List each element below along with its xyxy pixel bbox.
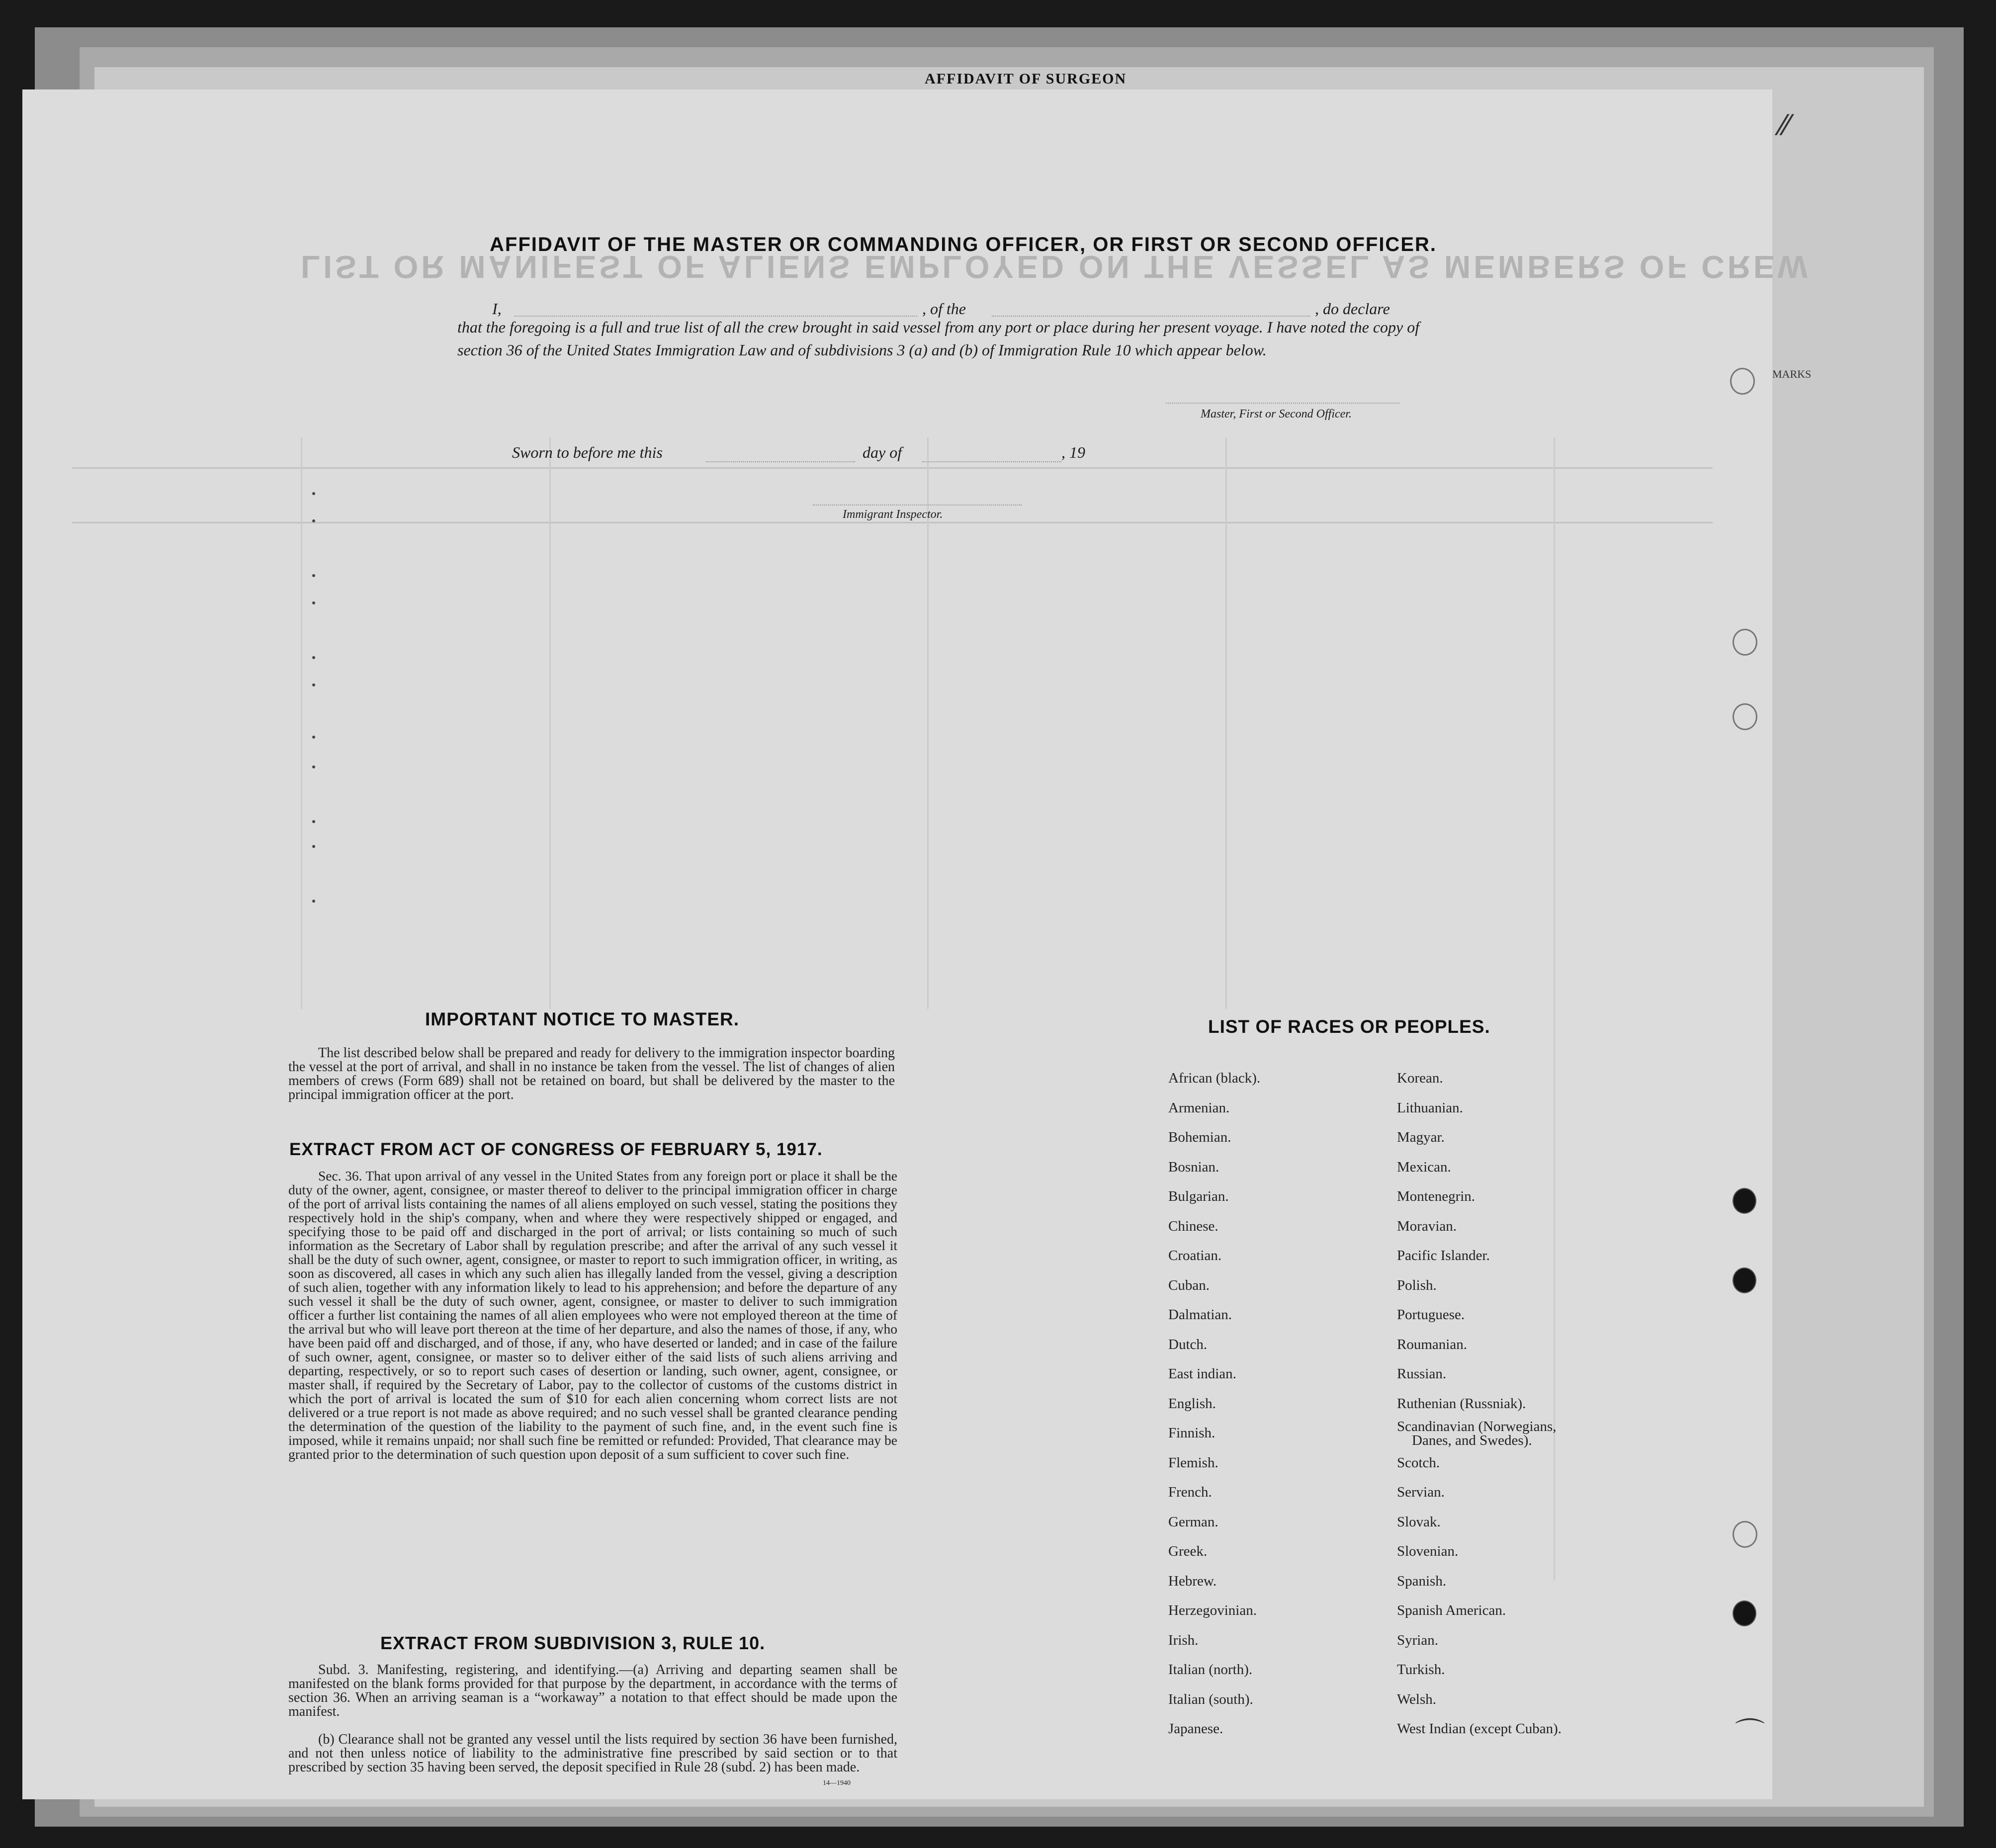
- notice-text: The list described below shall be prepared and ready for delivery to the immigration inspector boarding the vessel at the port of arrival, and shall in no instance be taken from the vessel. The list of changes of alien members of crews (Form 689) shall not be retained on board, but shall be delivered by the master to the principal immigration officer at the port.: [288, 1045, 895, 1102]
- races-heading: LIST OF RACES OR PEOPLES.: [1208, 1016, 1490, 1037]
- race-item: Croatian.: [1168, 1248, 1222, 1263]
- race-item: Italian (south).: [1168, 1691, 1253, 1707]
- race-item: Japanese.: [1168, 1721, 1223, 1737]
- officer-signature-field[interactable]: [1166, 403, 1399, 404]
- pencil-mark-icon: ⁄⁄: [1780, 109, 1789, 142]
- race-item: Ruthenian (Russniak).: [1397, 1395, 1526, 1412]
- race-item: Armenian.: [1168, 1099, 1230, 1116]
- race-item: Scotch.: [1397, 1454, 1440, 1471]
- race-item: Dutch.: [1168, 1336, 1208, 1352]
- margin-dot: [312, 900, 315, 903]
- race-item: Roumanian.: [1397, 1336, 1467, 1352]
- act-extract-heading: EXTRACT FROM ACT OF CONGRESS OF FEBRUARY 5, 1917.: [289, 1140, 823, 1159]
- ghost-column-rule: [549, 437, 551, 1009]
- margin-dot: [312, 656, 315, 659]
- do-declare-label: , do declare: [1315, 300, 1390, 318]
- margin-dot: [312, 601, 315, 604]
- binder-hole: [1730, 368, 1755, 395]
- rule-extract-subd-a: Subd. 3. Manifesting, registering, and identifying.—(a) Arriving and departing seamen shall be manifested on the blank forms provided for that purpose by the department, in accordance with the terms of section 36. When an arriving seaman is a “workaway” a notation to that effect should be made upon the manifest.: [288, 1662, 897, 1719]
- binder-hole: [1733, 703, 1757, 730]
- race-item: Spanish American.: [1397, 1602, 1506, 1618]
- race-item: Korean.: [1397, 1070, 1443, 1086]
- race-item: Irish.: [1168, 1632, 1199, 1648]
- race-item: West Indian (except Cuban).: [1397, 1721, 1562, 1737]
- race-item: Bulgarian.: [1168, 1188, 1229, 1204]
- ghost-column-rule: [1225, 437, 1227, 1009]
- year-label: , 19: [1061, 443, 1085, 461]
- race-item: Bosnian.: [1168, 1159, 1219, 1175]
- races-list: [1168, 1064, 1616, 1737]
- race-item: Italian (north).: [1168, 1662, 1253, 1678]
- race-item: East indian.: [1168, 1366, 1236, 1382]
- race-item: Montenegrin.: [1397, 1188, 1475, 1204]
- affidavit-page: [22, 89, 1812, 1799]
- margin-dot: [312, 492, 315, 495]
- notice-heading: IMPORTANT NOTICE TO MASTER.: [425, 1009, 740, 1029]
- rule-extract-subd-b: (b) Clearance shall not be granted any vessel until the lists required by section 36 have been furnished, and not then unless notice of liability to the administrative fine prescribed by said section or to that prescribed by section 35 having been served, the deposit specified in Rule 28 (subd. 2) has been made.: [288, 1732, 897, 1775]
- declarant-label: I,: [492, 300, 502, 318]
- sworn-month-field[interactable]: [922, 461, 1061, 462]
- signature-caption: Master, First or Second Officer.: [1201, 408, 1352, 420]
- sworn-label: Sworn to before me this: [512, 443, 663, 461]
- ghost-rule: [72, 522, 1713, 523]
- races-left-column: [1168, 1064, 1260, 1744]
- under-page-header: AFFIDAVIT OF SURGEON: [925, 71, 1127, 87]
- binder-hole: [1733, 1267, 1756, 1293]
- race-item: Turkish.: [1397, 1662, 1445, 1678]
- race-scandinavian-line1: Scandinavian (Norwegians,: [1397, 1419, 1557, 1434]
- race-item: Pacific Islander.: [1397, 1248, 1490, 1263]
- race-item: Finnish.: [1168, 1425, 1215, 1441]
- race-item: Cuban.: [1168, 1277, 1210, 1293]
- race-item-scandinavian: [1397, 1419, 1562, 1448]
- margin-dot: [312, 683, 315, 686]
- race-item: Flemish.: [1168, 1454, 1218, 1471]
- margin-dot: [312, 845, 315, 848]
- margin-dot: [312, 519, 315, 522]
- race-item: English.: [1168, 1395, 1216, 1412]
- race-item: Welsh.: [1397, 1691, 1437, 1707]
- ghost-manifest-title: LIST OR MANIFEST OF ALIENS EMPLOYED ON THE VESSEL AS MEMBERS OF CREW: [301, 249, 1811, 285]
- ghost-rule: [72, 467, 1713, 469]
- rule-extract-heading: EXTRACT FROM SUBDIVISION 3, RULE 10.: [380, 1633, 766, 1653]
- race-item: Syrian.: [1397, 1632, 1438, 1648]
- race-item: Bohemian.: [1168, 1129, 1231, 1145]
- race-item: Polish.: [1397, 1277, 1437, 1293]
- race-item: Slovak.: [1397, 1513, 1441, 1530]
- race-item: Portuguese.: [1397, 1307, 1465, 1323]
- vessel-label: , of the: [922, 300, 966, 318]
- race-item: Mexican.: [1397, 1159, 1451, 1175]
- binder-hole: [1733, 1521, 1757, 1548]
- race-item: Hebrew.: [1168, 1573, 1217, 1589]
- races-right-column: [1397, 1064, 1562, 1744]
- race-item: Russian.: [1397, 1366, 1447, 1382]
- ghost-column-rule: [927, 437, 929, 1009]
- race-item: Servian.: [1397, 1484, 1445, 1500]
- affidavit-title: AFFIDAVIT OF THE MASTER OR COMMANDING OFFICER, OR FIRST OR SECOND OFFICER.: [490, 234, 1437, 255]
- race-item: German.: [1168, 1513, 1218, 1530]
- race-item: Greek.: [1168, 1543, 1208, 1559]
- ghost-marks-label: MARKS: [1772, 368, 1812, 380]
- day-of-label: day of: [863, 443, 902, 461]
- race-item: Chinese.: [1168, 1218, 1218, 1234]
- race-item: Spanish.: [1397, 1573, 1447, 1589]
- margin-dot: [312, 736, 315, 739]
- ghost-column-rule: [301, 437, 302, 1009]
- race-item: Moravian.: [1397, 1218, 1457, 1234]
- inspector-signature-field[interactable]: [813, 504, 1022, 505]
- race-item: African (black).: [1168, 1070, 1261, 1086]
- margin-dot: [312, 574, 315, 577]
- act-extract-text: Sec. 36. That upon arrival of any vessel in the United States from any foreign port or place it shall be the duty of the owner, agent, consignee, or master thereof to deliver to the principal immigration officer in charge of the port of arrival lists containing the names of all aliens employed on such vessel, stating the positions they respectively hold in the ship's company, when and where they were respectively shipped or engaged, and specifying those to be paid off and discharged in the port of arrival; or lists containing so much of such information as the Secretary of Labor shall by regulation prescribe; and after the arrival of any such vessel it shall be the duty of such owner, agent, consignee, or master to report to such immigration officer, in writing, as soon as discovered, all cases in which any such alien has illegally landed from the vessel, giving a description of such alien, together with any information likely to lead to his apprehension; and before the departure of any such vessel it shall be the duty of such owner, agent, consignee, or master to deliver to such immigration officer a further list containing the names of all alien employees who were not employed thereon at the time of the arrival but who will leave port thereon at the time of her departure, and also the names of those, if any, who have been paid off and discharged, and of those, if any, who have deserted or landed; and in case of the failure of such owner, agent, consignee, or master so to deliver either of the said lists of such aliens arriving and departing, respectively, or so to report such cases of desertion or landing, such owner, agent, consignee, or master shall, if required by the Secretary of Labor, pay to the collector of customs of the customs district in which the port of arrival is located the sum of $10 for each alien concerning whom correct lists are not delivered or a true report is not made as above required; and no such vessel shall be granted clearance pending the determination of the question of the liability to the payment of such fine, and, in the event such fine is imposed, while it remains unpaid; nor shall such fine be remitted or refunded: Provided, That clearance may be granted prior to the determination of such question upon deposit of a sum sufficient to cover such fine.: [288, 1168, 897, 1462]
- sworn-day-field[interactable]: [706, 461, 855, 462]
- binder-hole: [1733, 1188, 1756, 1214]
- binder-hole: [1733, 629, 1757, 656]
- inspector-caption: Immigrant Inspector.: [843, 508, 943, 521]
- race-item: French.: [1168, 1484, 1212, 1500]
- binder-hole: [1733, 1600, 1756, 1626]
- declaration-text: that the foregoing is a full and true list of all the crew brought in said vessel from any port or place during her present voyage. I have noted the copy of section 36 of the United States Immigration Law and of subdivisions 3 (a) and (b) of Immigration Rule 10 which appear below.: [457, 318, 1420, 359]
- race-scandinavian-line2: Danes, and Swedes).: [1412, 1432, 1532, 1448]
- form-number: 14—1940: [823, 1779, 851, 1787]
- race-item: Magyar.: [1397, 1129, 1445, 1145]
- race-item: Slovenian.: [1397, 1543, 1459, 1559]
- margin-dot: [312, 765, 315, 768]
- margin-dot: [312, 820, 315, 823]
- race-item: Lithuanian.: [1397, 1099, 1463, 1116]
- race-item: Herzegovinian.: [1168, 1602, 1257, 1618]
- race-item: Dalmatian.: [1168, 1307, 1232, 1323]
- pencil-mark-icon: ⌒: [1735, 1716, 1765, 1751]
